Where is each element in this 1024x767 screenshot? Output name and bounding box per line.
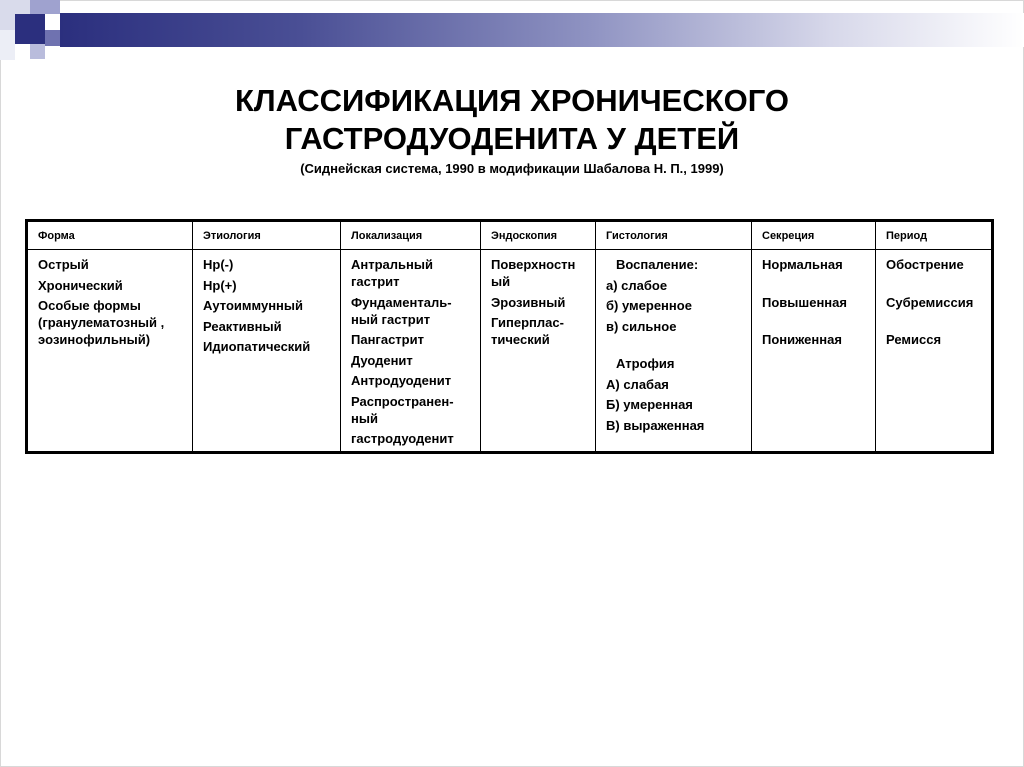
gistologiya-item: б) умеренное <box>606 298 692 313</box>
gistologiya-item: В) выраженная <box>606 417 705 433</box>
lokalizatsiya-item: гастрит <box>351 274 400 289</box>
endoskopiya-item: Эрозивный <box>491 294 566 310</box>
gistologiya-heading: Атрофия <box>616 356 675 371</box>
header-endoskopiya: Эндоскопия <box>481 221 596 250</box>
etiologiya-item: Нр(+) <box>203 277 237 293</box>
endoskopiya-item: ый <box>491 274 511 289</box>
forma-item: эозинофильный) <box>38 332 151 347</box>
cell-sekretsiya <box>752 250 876 453</box>
cell-etiologiya <box>193 250 341 453</box>
gistologiya-item: а) слабое <box>606 277 668 293</box>
header-forma: Форма <box>27 221 193 250</box>
forma-item: (гранулематозный , <box>38 315 165 330</box>
header-etiologiya: Этиология <box>193 221 341 250</box>
gistologiya-item: А) слабая <box>606 376 669 392</box>
cell-gistologiya <box>596 250 752 453</box>
gistologiya-item: Б) умеренная <box>606 397 693 412</box>
lokalizatsiya-item: Антродуоденит <box>351 373 452 388</box>
cell-forma <box>27 250 193 453</box>
gistologiya-item: в) сильное <box>606 318 677 334</box>
endoskopiya-item: Поверхностн <box>491 257 576 272</box>
slide-title <box>0 82 1024 158</box>
forma-item: Особые формы <box>38 298 141 313</box>
endoskopiya-item: тический <box>491 332 550 347</box>
table-row <box>27 250 993 453</box>
etiologiya-item: Идиопатический <box>203 339 311 354</box>
deco-square <box>30 0 60 14</box>
etiologiya-item: Аутоиммунный <box>203 298 303 313</box>
sekretsiya-item: Нормальная <box>762 257 843 272</box>
header-sekretsiya: Секреция <box>752 221 876 250</box>
deco-square <box>15 14 45 44</box>
cell-period <box>876 250 993 453</box>
header-gradient-bar <box>60 13 1024 47</box>
header-lokalizatsiya: Локализация <box>341 221 481 250</box>
header-gistologiya: Гистология <box>596 221 752 250</box>
forma-item: Хронический <box>38 277 123 293</box>
lokalizatsiya-item: ный гастрит <box>351 311 431 327</box>
lokalizatsiya-item: ный <box>351 410 378 426</box>
lokalizatsiya-item: Дуоденит <box>351 352 413 368</box>
period-item: Обострение <box>886 257 964 272</box>
gistologiya-heading: Воспаление: <box>616 257 699 272</box>
lokalizatsiya-item: Фундаменталь- <box>351 294 452 310</box>
lokalizatsiya-item: Антральный <box>351 257 433 272</box>
lokalizatsiya-item: Пангастрит <box>351 332 424 347</box>
lokalizatsiya-item: гастродуоденит <box>351 431 454 446</box>
etiologiya-item: Реактивный <box>203 318 282 334</box>
slide-subtitle: (Сиднейская система, 1990 в модификации Шабалова Н. П., 1999) <box>300 161 724 176</box>
deco-square <box>30 44 45 59</box>
endoskopiya-item: Гиперплас- <box>491 315 564 330</box>
title-line-1: КЛАССИФИКАЦИЯ ХРОНИЧЕСКОГО <box>234 83 790 118</box>
cell-lokalizatsiya <box>341 250 481 453</box>
table-header-row <box>27 221 993 250</box>
deco-square <box>45 30 60 46</box>
header-period: Период <box>876 221 993 250</box>
title-line-2: ГАСТРОДУОДЕНИТА У ДЕТЕЙ <box>284 121 740 156</box>
classification-table <box>25 219 994 454</box>
cell-endoskopiya <box>481 250 596 453</box>
lokalizatsiya-item: Распространен- <box>351 393 454 409</box>
etiologiya-item: Нр(-) <box>203 257 234 272</box>
deco-square <box>0 30 15 60</box>
sekretsiya-item: Пониженная <box>762 332 842 347</box>
sekretsiya-item: Повышенная <box>762 294 847 310</box>
period-item: Ремисся <box>886 332 942 347</box>
forma-item: Острый <box>38 257 89 272</box>
period-item: Субремиссия <box>886 294 974 310</box>
